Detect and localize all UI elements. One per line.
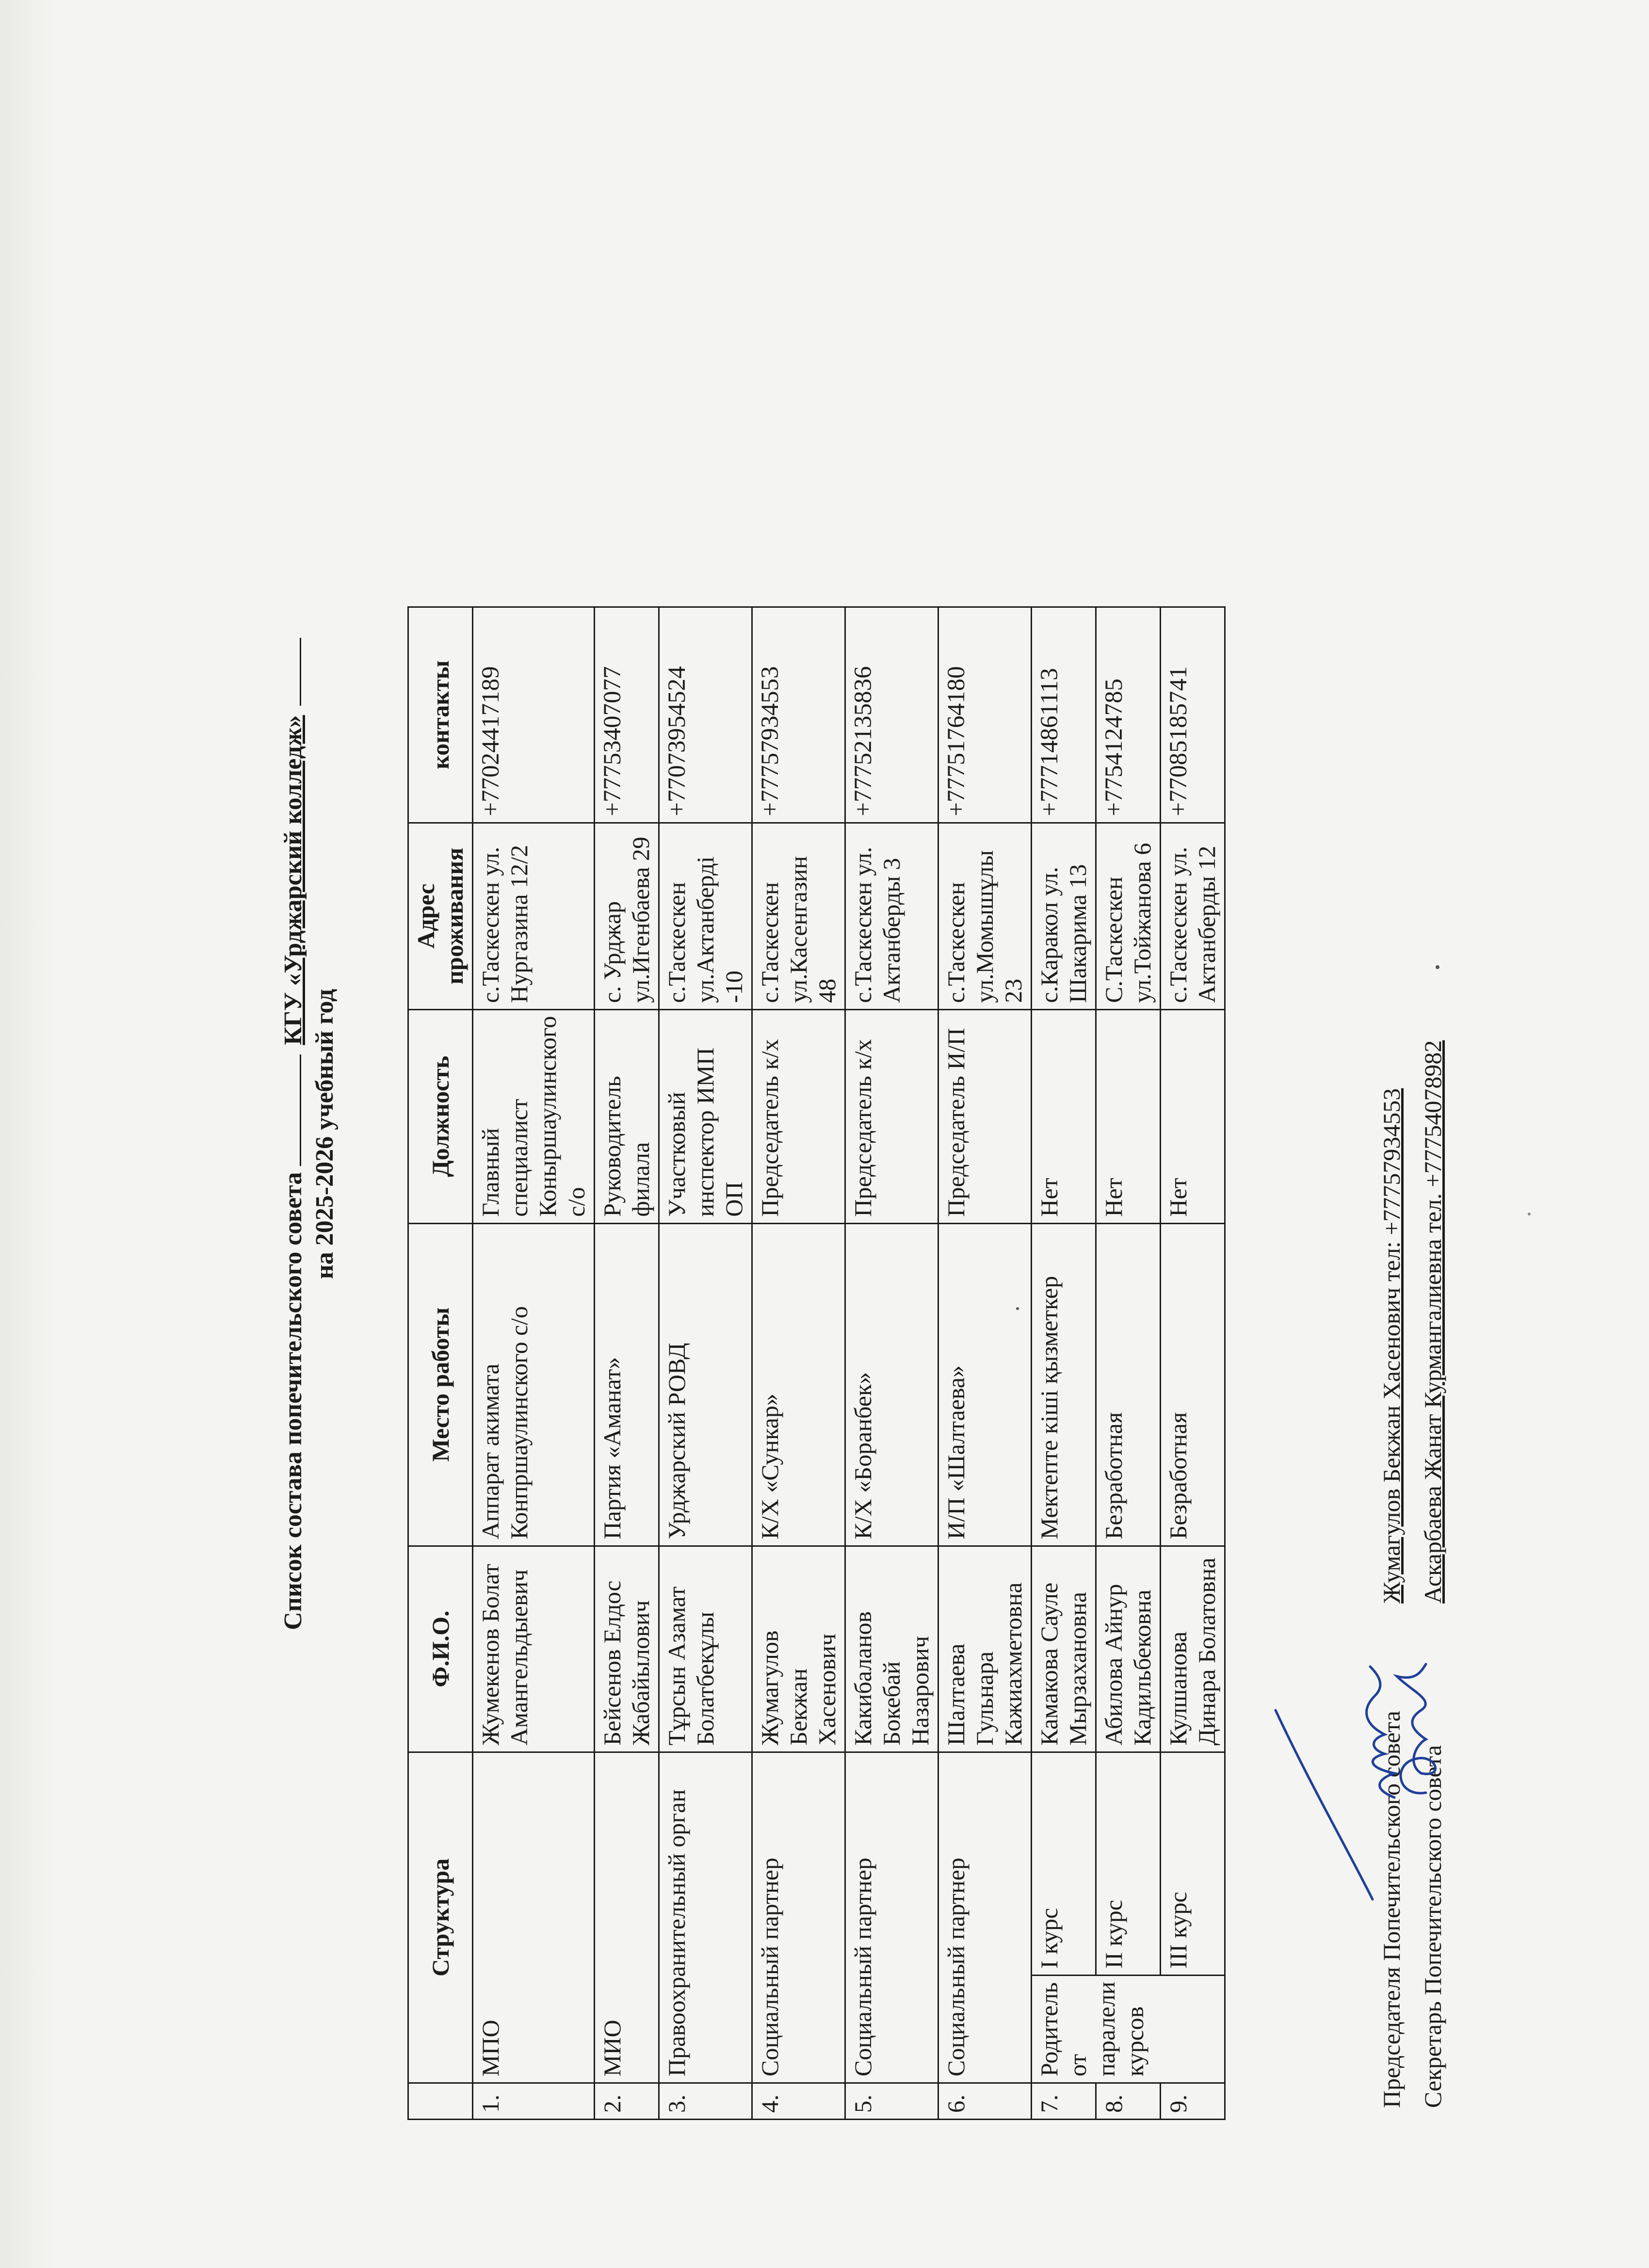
cell-fio: Тұрсын Азамат Болатбекұлы — [659, 1546, 752, 1752]
cell-contact: +77753407077 — [595, 607, 659, 823]
column-header-workplace: Место работы — [408, 1223, 473, 1546]
column-header-number — [408, 2083, 473, 2120]
title-underline-blank — [280, 1054, 301, 1166]
cell-position: Руководитель филала — [595, 1009, 659, 1223]
secretary-role: Секретарь Попечительского совета — [1419, 1745, 1446, 2108]
cell-address: с.Таскескен ул. Актанберды 3 — [845, 823, 938, 1009]
cell-workplace: Безработная — [1096, 1223, 1161, 1546]
row-number: 7. — [1032, 2083, 1096, 2120]
chair-role: Председателя Попечительского совета — [1378, 1711, 1405, 2108]
table-row — [595, 607, 659, 2119]
cell-fio: Кулшанова Динара Болатовна — [1161, 1546, 1225, 1752]
row-number: 6. — [938, 2083, 1032, 2120]
secretary-signature-line — [1419, 1040, 1447, 2108]
cell-course: I курс — [1032, 1752, 1096, 1975]
cell-position: Председатель И/П — [938, 1009, 1032, 1223]
cell-contact: +77085185741 — [1161, 607, 1225, 823]
cell-structure: Правоохранительный орган — [659, 1752, 752, 2083]
cell-address: с.Каракол ул. Шакарима 13 — [1032, 823, 1096, 1009]
organization-name: КГУ «Урджарский колледж» — [279, 715, 307, 1045]
cell-contact: +77073954524 — [659, 607, 752, 823]
cell-address: с.Таскескен ул. Нургазина 12/2 — [473, 823, 595, 1009]
cell-course: III курс — [1161, 1752, 1225, 1975]
cell-workplace: Партия «Аманат» — [595, 1223, 659, 1546]
cell-structure: МИО — [595, 1752, 659, 2083]
table-row — [752, 607, 845, 2119]
document-title — [279, 0, 307, 2268]
cell-contact: +77757934553 — [752, 607, 845, 823]
title-text: Список состава попечительского совета — [279, 1172, 307, 1630]
cell-structure: Социальный партнер — [845, 1752, 938, 2083]
cell-workplace: Урджарский РОВД — [659, 1223, 752, 1546]
table-row — [659, 607, 752, 2119]
cell-workplace: Мектепте кіші қызметкер — [1032, 1223, 1096, 1546]
cell-contact: +77752135836 — [845, 607, 938, 823]
row-number: 9. — [1161, 2083, 1225, 2120]
cell-position: Участковый инспектор ИМП ОП — [659, 1009, 752, 1223]
council-roster-table — [407, 606, 1226, 2120]
cell-contact: +77751764180 — [938, 607, 1032, 823]
cell-workplace: Безработная — [1161, 1223, 1225, 1546]
table-row — [473, 607, 595, 2119]
cell-parent-group: Родитель от паралели курсов — [1032, 1975, 1225, 2083]
cell-workplace: К/Х «Боранбек» — [845, 1223, 938, 1546]
table-header-row — [408, 607, 473, 2119]
column-header-fio: Ф.И.О. — [408, 1546, 473, 1752]
cell-contact: +77024417189 — [473, 607, 595, 823]
document-period: на 2025-2026 учебный год — [311, 988, 339, 1280]
cell-fio: Бейсенов Елдос Жабайылович — [595, 1546, 659, 1752]
cell-address: С.Таскескен ул.Тойжанова 6 — [1096, 823, 1161, 1009]
cell-position: Нет — [1096, 1009, 1161, 1223]
table-row — [1161, 607, 1225, 2119]
table-row — [938, 607, 1032, 2119]
cell-structure: Социальный партнер — [752, 1752, 845, 2083]
table-row — [845, 607, 938, 2119]
column-header-address: Адрес проживания — [408, 823, 473, 1009]
secretary-signature — [1353, 1662, 1460, 1807]
cell-structure: МПО — [473, 1752, 595, 2083]
cell-position: Председатель к/х — [752, 1009, 845, 1223]
row-number: 8. — [1096, 2083, 1161, 2120]
cell-position: Председатель к/х — [845, 1009, 938, 1223]
cell-workplace: К/Х «Сункар» — [752, 1223, 845, 1546]
cell-fio: Шалтаева Гульнара Кажиахметовна — [938, 1546, 1032, 1752]
cell-workplace: И/П «Шалтаева» — [938, 1223, 1032, 1546]
title-underline-blank — [280, 638, 301, 706]
cell-address: с.Таскескен ул.Момышұлы 23 — [938, 823, 1032, 1009]
cell-course: II курс — [1096, 1752, 1161, 1975]
column-header-position: Должность — [408, 1009, 473, 1223]
column-header-contacts: контакты — [408, 607, 473, 823]
column-header-structure: Структура — [408, 1752, 473, 2083]
cell-fio: Жумекенов Болат Амангельдыевич — [473, 1546, 595, 1752]
cell-structure: Социальный партнер — [938, 1752, 1032, 2083]
row-number: 3. — [659, 2083, 752, 2120]
cell-contact: +77714861113 — [1032, 607, 1096, 823]
secretary-name: Аскарбаева Жанат Курмангалиевна тел. +77754078982 — [1419, 1040, 1446, 1604]
row-number: 5. — [845, 2083, 938, 2120]
cell-address: с. Урджар ул.Игенбаева 29 — [595, 823, 659, 1009]
row-number: 2. — [595, 2083, 659, 2120]
cell-address: с.Таскескен ул.Актанберді -10 — [659, 823, 752, 1009]
cell-address: с.Таскескен ул.Касенгазин 48 — [752, 823, 845, 1009]
cell-fio: Жумагулов Бекжан Хасенович — [752, 1546, 845, 1752]
chair-name: Жумагулов Бекжан Хасенович тел: +77757934553 — [1378, 1088, 1405, 1604]
table-row — [1032, 607, 1096, 2119]
cell-contact: +7754124785 — [1096, 607, 1161, 823]
row-number: 4. — [752, 2083, 845, 2120]
cell-position: Нет — [1032, 1009, 1096, 1223]
cell-position: Главный специалист Коныршаулинского с/о — [473, 1009, 595, 1223]
table-row — [1096, 607, 1161, 2119]
cell-position: Нет — [1161, 1009, 1225, 1223]
cell-fio: Какибаланов Бокебай Назарович — [845, 1546, 938, 1752]
cell-address: с.Таскескен ул. Актанберды 12 — [1161, 823, 1225, 1009]
cell-fio: Камакова Сауле Мырзахановна — [1032, 1546, 1096, 1752]
row-number: 1. — [473, 2083, 595, 2120]
cell-fio: Абилова Айнур Кадильбековна — [1096, 1546, 1161, 1752]
cell-workplace: Аппарат акимата Конпршаулинского с/о — [473, 1223, 595, 1546]
